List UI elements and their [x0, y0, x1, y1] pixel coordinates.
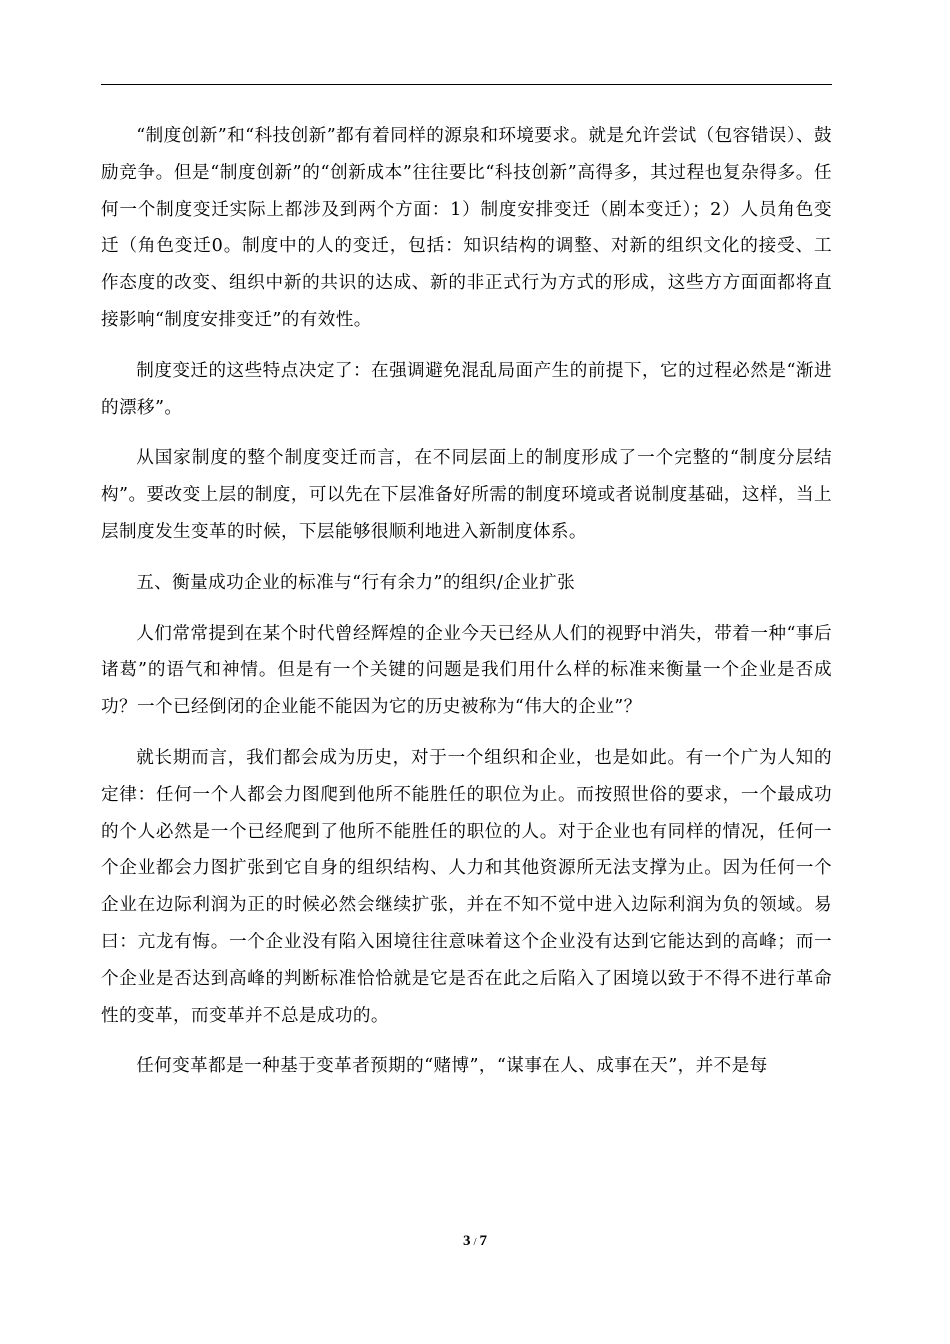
page-number [0, 1232, 950, 1251]
page-separator: / [473, 1236, 477, 1248]
paragraph-3: 从国家制度的整个制度变迁而言，在不同层面上的制度形成了一个完整的“制度分层结构”。要改变上层的制度，可以先在下层准备好所需的制度环境或者说制度基础，这样，当上层制度发生变革的时候，下层能够很顺利地进入新制度体系。 [101, 448, 832, 542]
paragraph-2: 制度变迁的这些特点决定了：在强调避免混乱局面产生的前提下，它的过程必然是“渐进的漂移”。 [101, 360, 832, 418]
document-body [101, 118, 832, 1099]
section-heading: 五、衡量成功企业的标准与“行有余力”的组织/企业扩张 [136, 572, 576, 593]
paragraph-5: 就长期而言，我们都会成为历史，对于一个组织和企业，也是如此。有一个广为人知的定律：任何一个人都会力图爬到他所不能胜任的职位为止。而按照世俗的要求，一个最成功的个人必然是一个已经爬到了他所不能胜任的职位的人。对于企业也有同样的情况，任何一个企业都会力图扩张到它自身的组织结构、人力和其他资源所无法支撑为止。因为任何一个企业在边际利润为正的时候必然会继续扩张，并在不知不觉中进入边际利润为负的领域。易曰：亢龙有悔。一个企业没有陷入困境往往意味着这个企业没有达到它能达到的高峰；而一个企业是否达到高峰的判断标准恰恰就是它是否在此之后陷入了困境以致于不得不进行革命性的变革，而变革并不总是成功的。 [101, 747, 832, 1026]
paragraph-1: “制度创新”和“科技创新”都有着同样的源泉和环境要求。就是允许尝试（包容错误）、鼓励竞争。但是“制度创新”的“创新成本”往往要比“科技创新”高得多，其过程也复杂得多。任何一个制度变迁实际上都涉及到两个方面：1）制度安排变迁（剧本变迁）；2）人员角色变迁（角色变迁0。制度中的人的变迁，包括：知识结构的调整、对新的组织文化的接受、工作态度的改变、组织中新的共识的达成、新的非正式行为方式的形成，这些方方面面都将直接影响“制度安排变迁”的有效性。 [101, 126, 832, 330]
header-rule [101, 84, 832, 85]
total-page-count: 7 [479, 1233, 488, 1249]
current-page-number: 3 [462, 1233, 471, 1249]
paragraph-4: 人们常常提到在某个时代曾经辉煌的企业今天已经从人们的视野中消失，带着一种“事后诸葛”的语气和神情。但是有一个关键的问题是我们用什么样的标准来衡量一个企业是否成功？一个已经倒闭的企业能不能因为它的历史被称为“伟大的企业”？ [101, 623, 832, 718]
paragraph-6: 任何变革都是一种基于变革者预期的“赌博”，“谋事在人、成事在天”，并不是每 [136, 1056, 768, 1077]
